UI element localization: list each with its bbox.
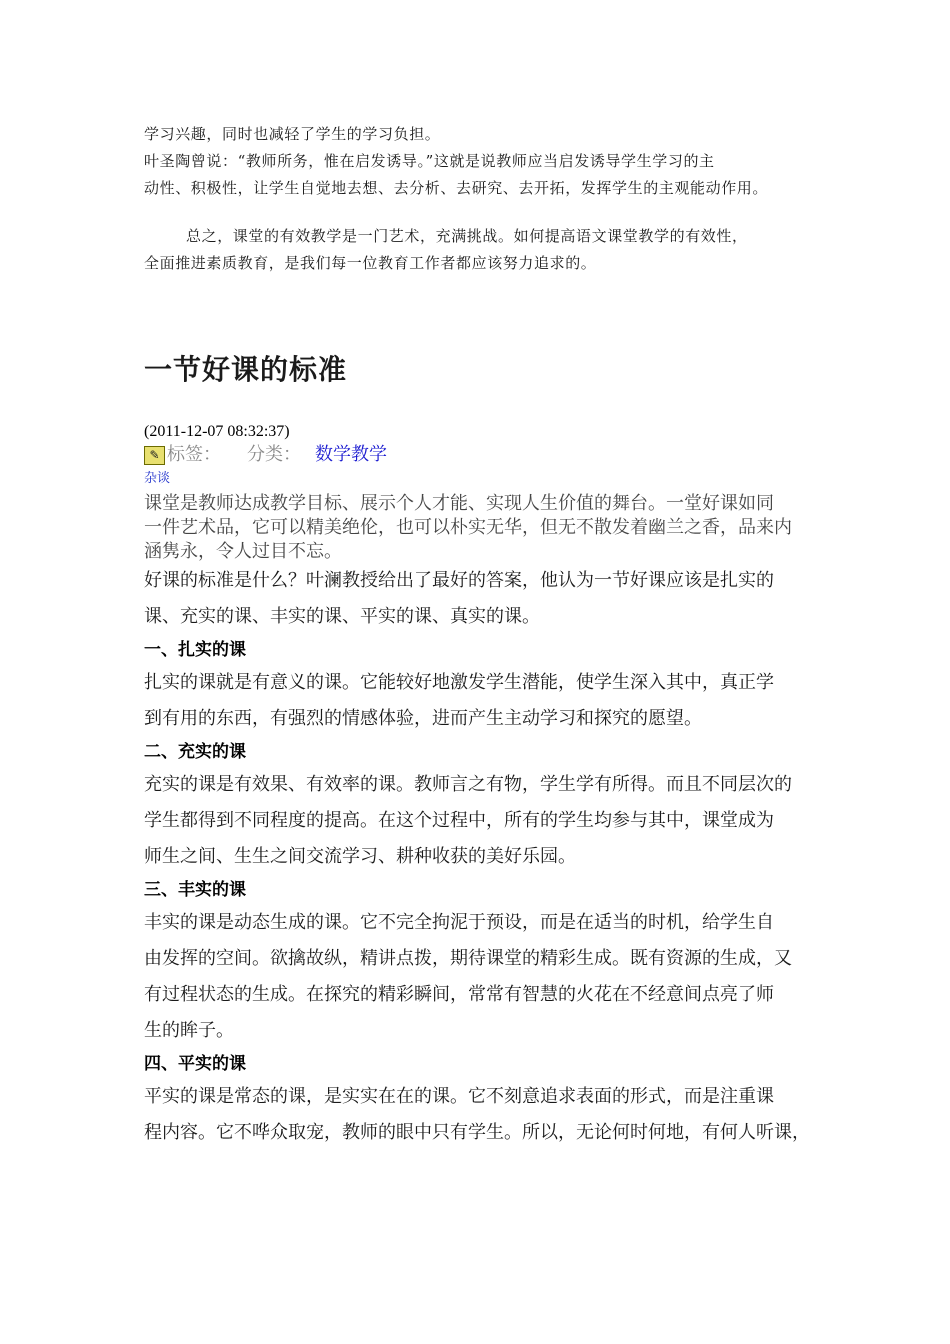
section-heading: 三、丰实的课: [144, 880, 246, 900]
previous-article-tail: [144, 121, 824, 202]
tag-label: 标签：: [167, 444, 221, 465]
intro-paragraph: [144, 492, 824, 564]
text-line: 动性、积极性，让学生自觉地去想、去分析、去研究、去开拓，发挥学生的主观能动作用。: [144, 179, 769, 197]
text-line: 学生都得到不同程度的提高。在这个过程中，所有的学生均参与其中，课堂成为: [144, 810, 774, 831]
text-line: 好课的标准是什么？叶澜教授给出了最好的答案，他认为一节好课应该是扎实的: [144, 570, 774, 591]
section-heading: 二、充实的课: [144, 742, 246, 762]
tag-icon: ✎: [144, 446, 165, 465]
text-line: 师生之间、生生之间交流学习、耕种收获的美好乐园。: [144, 846, 576, 867]
text-line: 到有用的东西，有强烈的情感体验，进而产生主动学习和探究的愿望。: [144, 708, 702, 729]
summary-paragraph: [144, 223, 824, 277]
text-line: 程内容。它不哗众取宠，教师的眼中只有学生。所以，无论何时何地，有何人听课，: [144, 1122, 810, 1143]
section-heading: 一、扎实的课: [144, 640, 246, 660]
tag-row: [144, 442, 824, 468]
text-line: 充实的课是有效果、有效率的课。教师言之有物，学生学有所得。而且不同层次的: [144, 774, 792, 795]
text-line: 课堂是教师达成教学目标、展示个人才能、实现人生价值的舞台。一堂好课如同: [144, 493, 774, 514]
category-label: 分类：: [247, 444, 301, 465]
text-line: 全面推进素质教育，是我们每一位教育工作者都应该努力追求的。: [144, 254, 597, 272]
article-title: 一节好课的标准: [144, 353, 348, 386]
text-line: 总之，课堂的有效教学是一门艺术，充满挑战。如何提高语文课堂教学的有效性，: [186, 227, 748, 245]
text-line: 由发挥的空间。欲擒故纵，精讲点拨，期待课堂的精彩生成。既有资源的生成，又: [144, 948, 792, 969]
text-line: 扎实的课就是有意义的课。它能较好地激发学生潜能，使学生深入其中，真正学: [144, 672, 774, 693]
tag-link-misc[interactable]: 杂谈: [144, 471, 171, 486]
text-line: 叶圣陶曾说：“教师所务，惟在启发诱导。”这就是说教师应当启发诱导学生学习的主: [144, 152, 715, 170]
text-line: 课、充实的课、丰实的课、平实的课、真实的课。: [144, 606, 540, 627]
text-line: 平实的课是常态的课，是实实在在的课。它不刻意追求表面的形式，而是注重课: [144, 1086, 774, 1107]
text-line: 有过程状态的生成。在探究的精彩瞬间，常常有智慧的火花在不经意间点亮了师: [144, 984, 774, 1005]
text-line: 涵隽永，令人过目不忘。: [144, 541, 342, 562]
article-body: [144, 563, 824, 1151]
text-line: 一件艺术品，它可以精美绝伦，也可以朴实无华，但无不散发着幽兰之香，品来内: [144, 517, 792, 538]
text-line: 丰实的课是动态生成的课。它不完全拘泥于预设，而是在适当的时机，给学生自: [144, 912, 774, 933]
category-link[interactable]: 数学教学: [315, 444, 387, 465]
article-date: (2011-12-07 08:32:37): [144, 423, 290, 440]
text-line: 生的眸子。: [144, 1020, 234, 1041]
text-line: 学习兴趣，同时也减轻了学生的学习负担。: [144, 125, 441, 143]
section-heading: 四、平实的课: [144, 1054, 246, 1074]
